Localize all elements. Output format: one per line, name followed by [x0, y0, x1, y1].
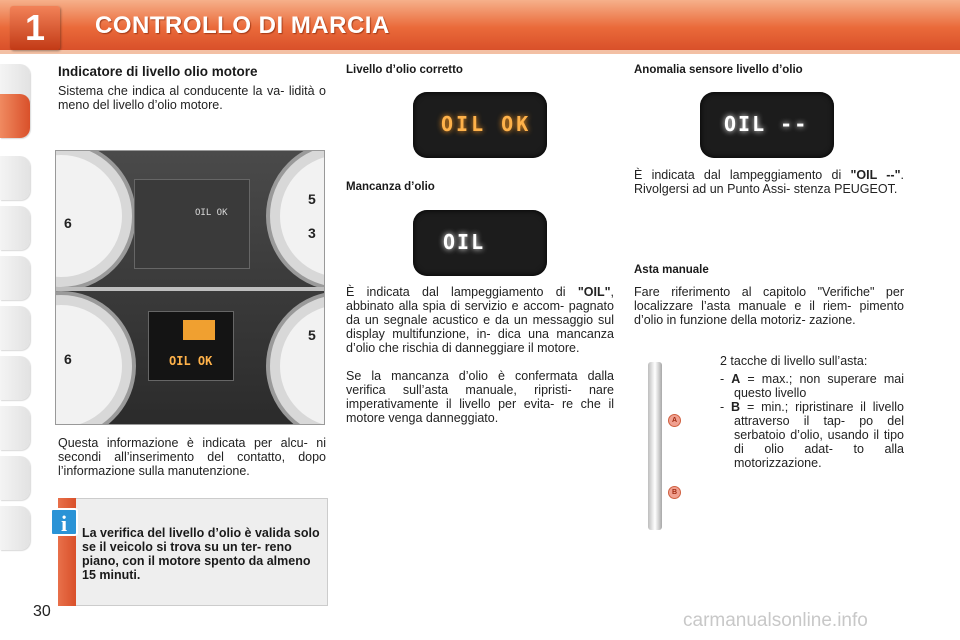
section-heading-oil-indicator: Indicatore di livello olio motore	[58, 64, 258, 79]
info-icon: i	[50, 508, 78, 536]
chapter-tabs	[0, 64, 30, 574]
chapter-number-badge: 1	[10, 6, 60, 50]
chapter-tab[interactable]	[0, 206, 30, 250]
right-gauge-top	[266, 150, 325, 291]
section-heading-missing-oil: Mancanza d’olio	[346, 181, 435, 193]
oil-missing-display: OIL	[413, 210, 547, 276]
section-heading-correct-level: Livello d’olio corretto	[346, 64, 463, 76]
section-heading-dipstick: Asta manuale	[634, 264, 709, 276]
dipstick-levels-intro: 2 tacche di livello sull’asta:	[720, 354, 868, 368]
page-number: 30	[33, 603, 51, 620]
intro-paragraph: Sistema che indica al conducente la va- lidità o meno del livello d’olio motore.	[58, 84, 326, 112]
chapter-tab[interactable]	[0, 456, 30, 500]
right-gauge-bottom	[266, 291, 325, 425]
chapter-tab[interactable]	[0, 256, 30, 300]
sensor-fault-display: OIL --	[700, 92, 834, 158]
watermark-url: carmanualsonline.info	[683, 610, 868, 631]
instrument-cluster-image: 6 5 3 OIL OK 6 5 OIL OK	[55, 150, 325, 425]
sensor-fault-paragraph: È indicata dal lampeggiamento di "OIL --". Rivolgersi ad un Punto Assi- stenza PEUGEOT.	[634, 168, 904, 196]
chapter-tab[interactable]	[0, 406, 30, 450]
dipstick-paragraph: Fare riferimento al capitolo "Verifiche" per localizzare l’asta manuale e il riem- pimento d’olio in funzione della motoriz- zazione.	[634, 285, 904, 327]
chapter-tab[interactable]	[0, 506, 30, 550]
oil-ok-display: OIL OK	[413, 92, 547, 158]
confirmation-paragraph: Se la mancanza d’olio è confermata dalla verifica sull’asta manuale, ripristi- nare imperativamente il livello per evita- re che il motore venga danneggiato.	[346, 369, 614, 425]
chapter-tab[interactable]	[0, 306, 30, 350]
section-heading-sensor-fault: Anomalia sensore livello d’olio	[634, 64, 803, 76]
chapter-tab[interactable]	[0, 156, 30, 200]
dipstick-mark-b: B	[668, 486, 681, 499]
missing-oil-paragraph: È indicata dal lampeggiamento di "OIL", abbinato alla spia di servizio e accom- pagnato da un segnale acustico e da un messaggio sul display multifunzione, in- dica una mancanza d’olio che rischia di danneggiare il motore.	[346, 285, 614, 355]
page-title: CONTROLLO DI MARCIA	[95, 12, 390, 39]
cluster-screen-bottom: OIL OK	[148, 311, 234, 381]
level-b-item: - B = min.; ripristinare il livello attraverso il tap- po del serbatoio d’olio, usando il tipo di olio adat- to alla motorizzazione.	[720, 400, 905, 470]
level-a-item: - A = max.; non superare mai questo livello	[720, 372, 904, 400]
cluster-screen-top: OIL OK	[134, 179, 250, 269]
chapter-tab[interactable]	[0, 356, 30, 400]
display-note: Questa informazione è indicata per alcu- ni secondi all’inserimento del contatto, dopo l’informazione sulla manutenzione.	[58, 436, 326, 478]
header-underline	[0, 50, 960, 54]
dipstick-mark-a: A	[668, 414, 681, 427]
chapter-tab-active[interactable]	[0, 94, 30, 138]
dipstick-image	[648, 362, 662, 530]
info-box-text: La verifica del livello d’olio è valida solo se il veicolo si trova su un ter- reno piano, con il motore spento da almeno 15 minuti.	[82, 526, 320, 582]
